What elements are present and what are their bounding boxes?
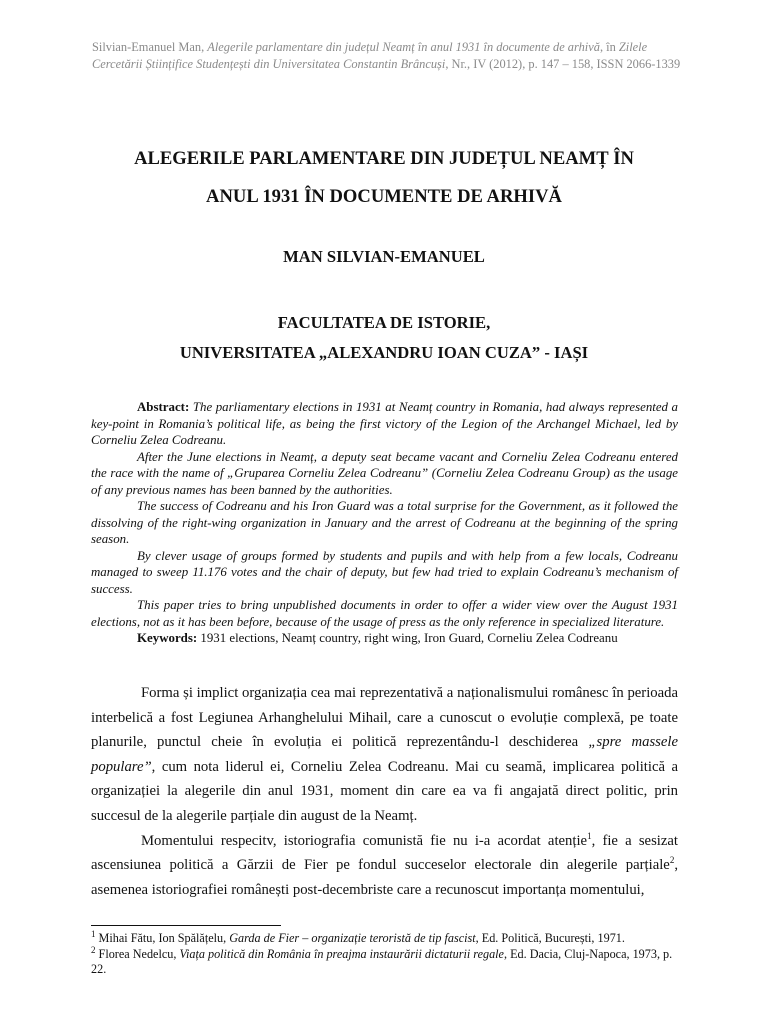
affiliation	[60, 308, 708, 368]
abstract-paragraph-4: By clever usage of groups formed by students and pupils and with help from a few locals, Codreanu managed to sweep 11.176 votes and the chair of deputy, but few had tried to explain Codreanu’s mechanism of success.	[91, 548, 678, 596]
citation-header	[92, 39, 682, 72]
paper-title	[60, 140, 708, 216]
body-paragraph-2	[91, 829, 678, 903]
keywords-label: Keywords:	[137, 631, 198, 645]
footnote-1	[91, 928, 678, 947]
affiliation-line-1: FACULTATEA DE ISTORIE,	[277, 313, 491, 332]
body-p2-text-a: Momentului respecitv, istoriografia comunistă fie nu i-a acordat atenție	[141, 832, 588, 849]
footnotes	[91, 928, 678, 978]
header-publication-details: , Nr., IV (2012), p. 147 – 158, ISSN 2066-1339	[445, 56, 681, 71]
footnote-1-authors: Mihai Fătu, Ion Spălățelu,	[95, 931, 230, 945]
footnote-1-number: 1	[91, 928, 96, 939]
keywords-line	[91, 630, 678, 647]
footnote-2-details: , Ed. Dacia, Cluj-Napoca, 1973, p. 22.	[91, 946, 673, 976]
header-author: Silvian-Emanuel Man,	[92, 40, 208, 54]
footnote-1-details: , Ed. Politică, București, 1971.	[475, 931, 625, 945]
keywords-text: 1931 elections, Neamț country, right wing, Iron Guard, Corneliu Zelea Codreanu	[197, 631, 618, 645]
footnote-ref-2[interactable]: 2	[669, 855, 675, 866]
header-article-title: Alegerile parlamentare din județul Neamț în anul 1931 în documente de arhivă	[207, 40, 600, 54]
body-p2-text-b: , fie a sesizat ascensiunea politică a Gărzii de Fier pe fondul succeselor electorale din alegerile parțiale	[91, 832, 678, 874]
body-p1-text-b: , cum nota liderul ei, Corneliu Zelea Codreanu. Mai cu seamă, implicarea politică a organizației la alegerile din anul 1931, moment din care ea va fi angajată direct politic, prin succesul de la alegerile parțiale din august de la Neamț.	[91, 758, 678, 824]
footnote-2-number: 2	[91, 944, 96, 955]
header-connector: , în	[599, 40, 619, 54]
title-line-1: ALEGERILE PARLAMENTARE DIN JUDEȚUL NEAMȚ ÎN	[134, 148, 634, 169]
title-line-2: ANUL 1931 ÎN DOCUMENTE DE ARHIVĂ	[206, 186, 562, 207]
body-p2-text-c: , asemenea istoriografiei românești post-decembriste care a recunoscut importanța momentului,	[91, 857, 678, 898]
footnote-divider	[91, 925, 281, 926]
footnote-1-work: Garda de Fier – organizație teroristă de tip fascist	[229, 931, 476, 945]
abstract-section	[91, 399, 678, 647]
abstract-paragraph-3: The success of Codreanu and his Iron Guard was a total surprise for the Government, as it followed the dissolving of the right-wing organization in January and the arrest of Codreanu at the beginning of the spring season.	[91, 499, 678, 546]
header-source: Zilele Cercetării Științifice Studențești din Universitatea Constantin Brâncuși	[92, 40, 648, 71]
abstract-paragraph-2: After the June elections in Neamț, a deputy seat became vacant and Corneliu Zelea Codreanu entered the race with the name of „Gruparea Corneliu Zelea Codreanu” (Corneliu Zelea Codreanu Group) as the usage of any previous names has been banned by the authorities.	[91, 449, 678, 497]
abstract-text-1: The parliamentary elections in 1931 at Neamț country in Romania, had always represented a key-point in Romania’s political life, as being the first victory of the Legion of the Archangel Michael, led by Corneliu Zelea Codreanu.	[91, 400, 678, 447]
abstract-paragraph-1	[91, 399, 678, 449]
body-p1-quote: „spre massele populare”	[91, 734, 678, 775]
footnote-2-work: Viața politică din România în preajma instaurării dictaturii regale	[179, 946, 504, 961]
footnote-2	[91, 944, 678, 978]
footnote-2-authors: Florea Nedelcu,	[95, 946, 180, 961]
abstract-paragraph-5: This paper tries to bring unpublished documents in order to offer a wider view over the August 1931 elections, not as it has been before, because of the usage of press as the only reference in specialized literature.	[91, 598, 678, 629]
affiliation-line-2: UNIVERSITATEA „ALEXANDRU IOAN CUZA” - IAȘI	[179, 343, 589, 362]
footnote-ref-1[interactable]: 1	[587, 830, 592, 841]
body-paragraph-1	[91, 681, 678, 829]
body-text	[91, 681, 678, 902]
abstract-label: Abstract:	[137, 400, 190, 414]
author-name: MAN SILVIAN-EMANUEL	[283, 247, 485, 266]
body-p1-text-a: Forma și implict organizația cea mai reprezentativă a naționalismului românesc în perioada interbelică a fost Legiunea Arhanghelului Mihail, care a cunoscut o evoluție complexă, pe toate planurile, punctul cheie în evoluția ei politică reprezentându-l deschiderea	[91, 685, 678, 751]
